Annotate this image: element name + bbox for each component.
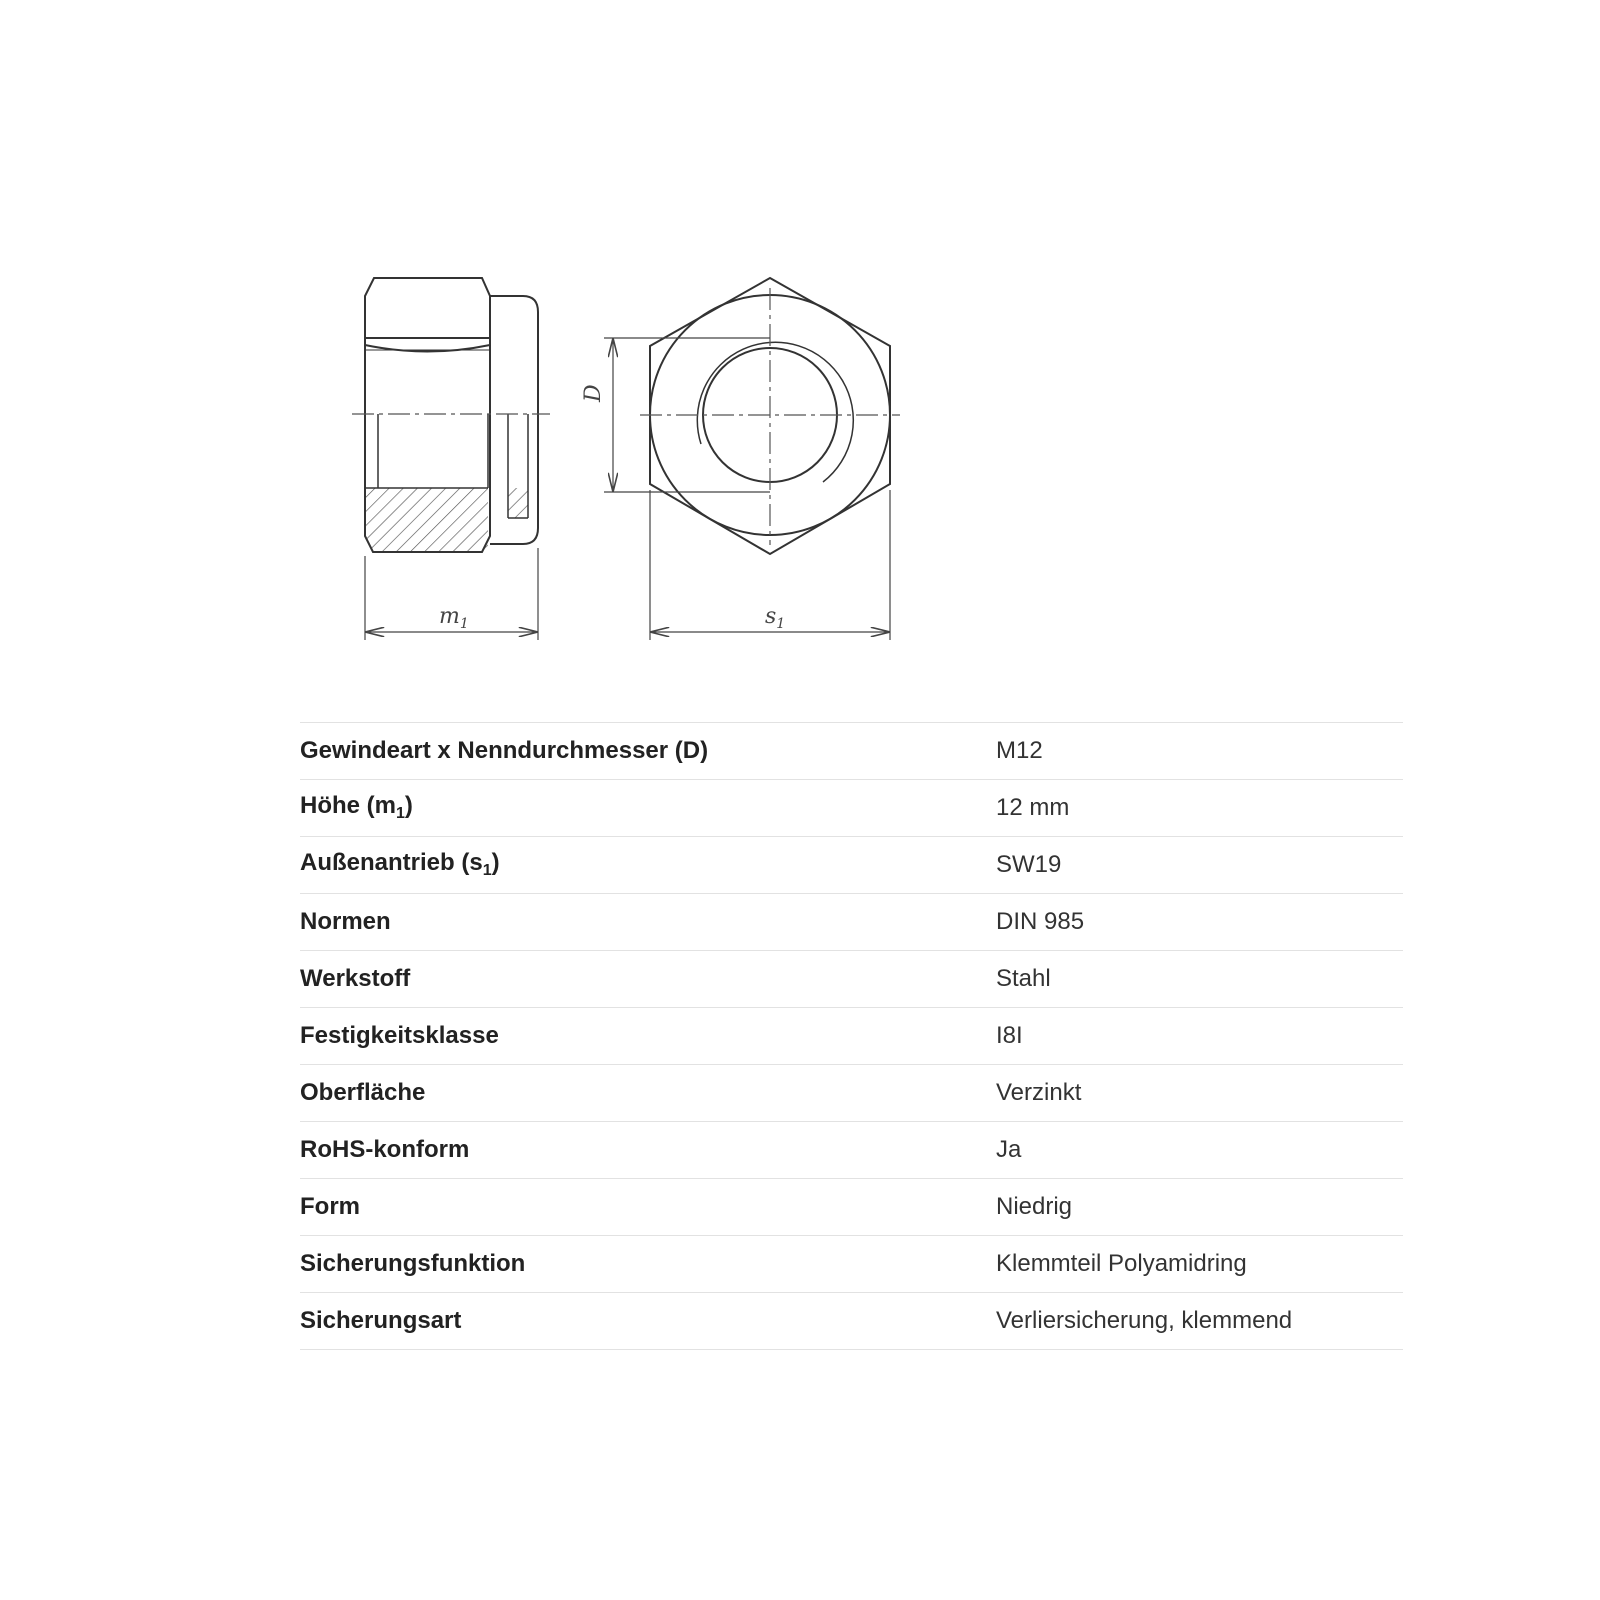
spec-value: Niedrig [996, 1193, 1073, 1220]
table-row [300, 723, 1403, 780]
spec-value: 12 mm [996, 794, 1070, 821]
spec-value: Klemmteil Polyamidring [996, 1250, 1247, 1277]
label-s1: $s_1$ [765, 604, 786, 632]
table-row [300, 1293, 1403, 1350]
table-row [300, 1008, 1403, 1065]
table-row [300, 1122, 1403, 1179]
spec-label: Werkstoff [300, 965, 411, 992]
spec-table [300, 722, 1403, 1350]
table-row [300, 1236, 1403, 1293]
spec-value: Stahl [996, 965, 1051, 992]
spec-label: Festigkeitsklasse [300, 1022, 499, 1049]
spec-label: Sicherungsart [300, 1307, 462, 1334]
table-row [300, 1065, 1403, 1122]
ring-hatched-section [508, 488, 528, 518]
spec-label: Außenantrieb $(s_1)$ [300, 849, 500, 879]
side-hatched-section [365, 488, 488, 552]
spec-label: RoHS-konform [300, 1136, 470, 1163]
spec-value: Verzinkt [996, 1079, 1082, 1106]
table-row [300, 837, 1403, 894]
table-row [300, 894, 1403, 951]
spec-label: Normen [300, 908, 391, 935]
label-m1: $m_1$ [439, 604, 469, 632]
spec-value: DIN 985 [996, 908, 1085, 935]
spec-label: Höhe $(m_1)$ [300, 792, 413, 822]
spec-value: M12 [996, 737, 1043, 764]
front-center-lines [640, 288, 900, 545]
label-d: D [581, 384, 606, 402]
spec-value: SW19 [996, 851, 1062, 878]
spec-value: Verliersicherung, klemmend [996, 1307, 1293, 1334]
spec-value: Ja [996, 1136, 1022, 1163]
table-row [300, 951, 1403, 1008]
spec-label: Gewindeart x Nenndurchmesser (D) [300, 737, 709, 764]
spec-label: Oberfläche [300, 1079, 426, 1106]
spec-label: Form [300, 1193, 360, 1220]
spec-label: Sicherungsfunktion [300, 1250, 526, 1277]
nut-drawing-svg [0, 0, 1600, 700]
table-row [300, 780, 1403, 837]
nut-side-view [365, 278, 538, 552]
technical-drawing [0, 0, 1600, 700]
spec-value: I8I [996, 1022, 1023, 1049]
table-row [300, 1179, 1403, 1236]
